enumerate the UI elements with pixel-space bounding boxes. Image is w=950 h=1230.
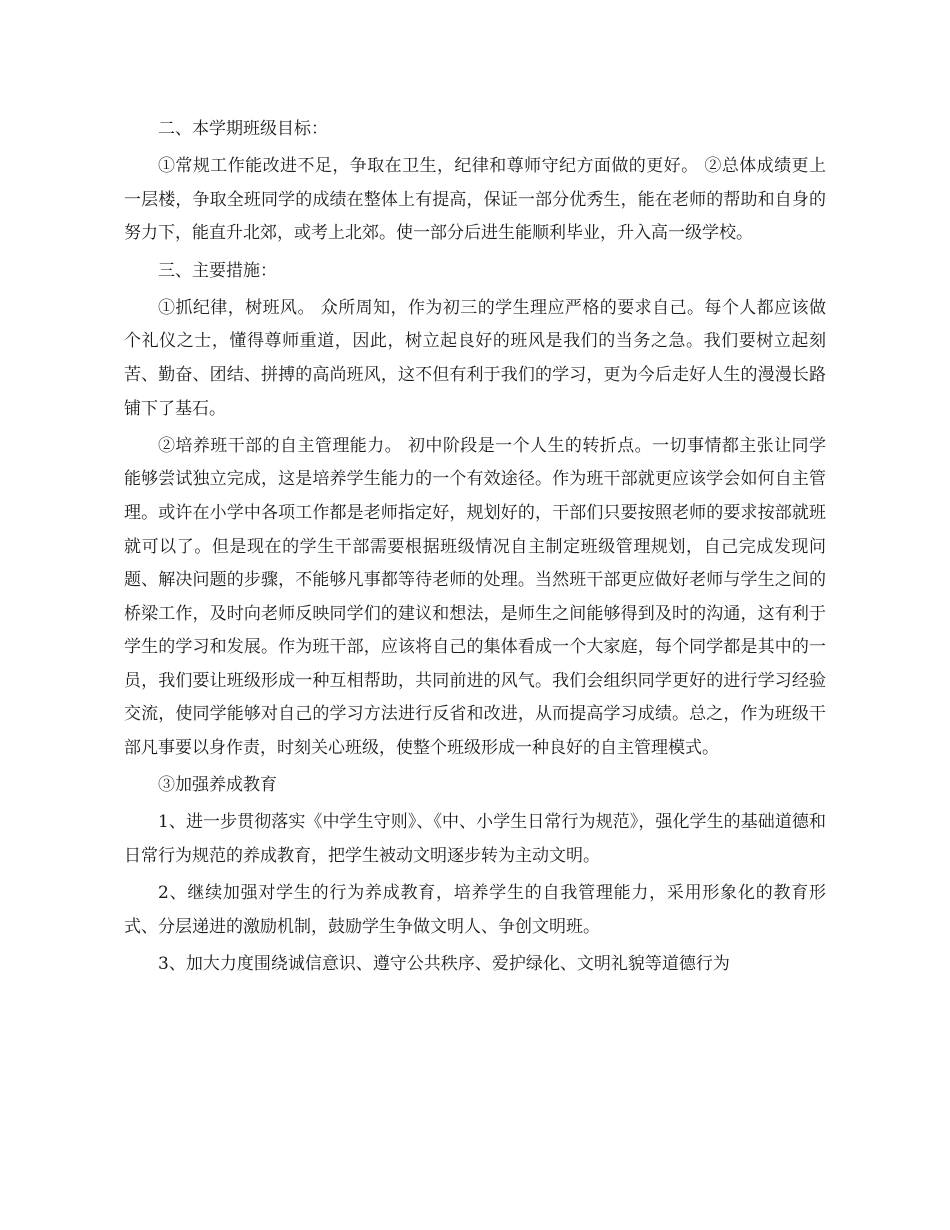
subheading-habit-education: ③加强养成教育 xyxy=(158,775,277,796)
paragraph-class-cadres: ②培养班干部的自主管理能力。 初中阶段是一个人生的转折点。一切事情都主张让同学能够尝试独立完成，这是培养学生能力的一个有效途径。作为班干部就更应该学会如何自主管理。或许在小学中各项工作都是老师指定好，规划好的，干部们只要按照老师的要求按部就班就可以了。但是现在的学生干部需要根据班级情况自主制定班级管理规划，自己完成发现问题、解决问题的步骤，不能够凡事都等待老师的处理。当然班干部更应做好老师与学生之间的桥梁工作，及时向老师反映同学们的建议和想法，是师生之间能够得到及时的沟通，这有利于学生的学习和发展。作为班干部，应该将自己的集体看成一个大家庭，每个同学都是其中的一员，我们要让班级形成一种互相帮助，共同前进的风气。我们会组织同学更好的进行学习经验交流，使同学能够对自己的学习方法进行反省和改进，从而提高学习成绩。总之，作为班级干部凡事要以身作责，时刻关心班级，使整个班级形成一种良好的自主管理模式。 xyxy=(124,435,826,759)
document-body xyxy=(124,113,826,982)
list-item-2: 2、继续加强对学生的行为养成教育，培养学生的自我管理能力，采用形象化的教育形式、分层递进的激励机制，鼓励学生争做文明人、争创文明班。 xyxy=(124,883,826,937)
section-heading-measures: 三、主要措施： xyxy=(158,260,277,281)
section-heading-goals: 二、本学期班级目标： xyxy=(158,119,328,139)
list-item-3: 3、加大力度围绕诚信意识、遵守公共秩序、爱护绿化、文明礼貌等道德行为 xyxy=(158,954,730,974)
paragraph-goals: ①常规工作能改进不足，争取在卫生，纪律和尊师守纪方面做的更好。 ②总体成绩更上一层楼，争取全班同学的成绩在整体上有提高，保证一部分优秀生，能在老师的帮助和自身的努力下，能直升北郊，或考上北郊。使一部分后进生能顺利毕业，升入高一级学校。 xyxy=(124,156,826,244)
paragraph-discipline: ①抓纪律，树班风。 众所周知，作为初三的学生理应严格的要求自己。每个人都应该做个礼仪之士，懂得尊师重道，因此，树立起良好的班风是我们的当务之急。我们要树立起刻苦、勤奋、团结、拼搏的高尚班风，这不但有利于我们的学习，更为今后走好人生的漫漫长路铺下了基石。 xyxy=(124,297,826,419)
list-item-1: 1、进一步贯彻落实《中学生守则》、《中、小学生日常行为规范》，强化学生的基础道德和日常行为规范的养成教育，把学生被动文明逐步转为主动文明。 xyxy=(124,812,826,867)
